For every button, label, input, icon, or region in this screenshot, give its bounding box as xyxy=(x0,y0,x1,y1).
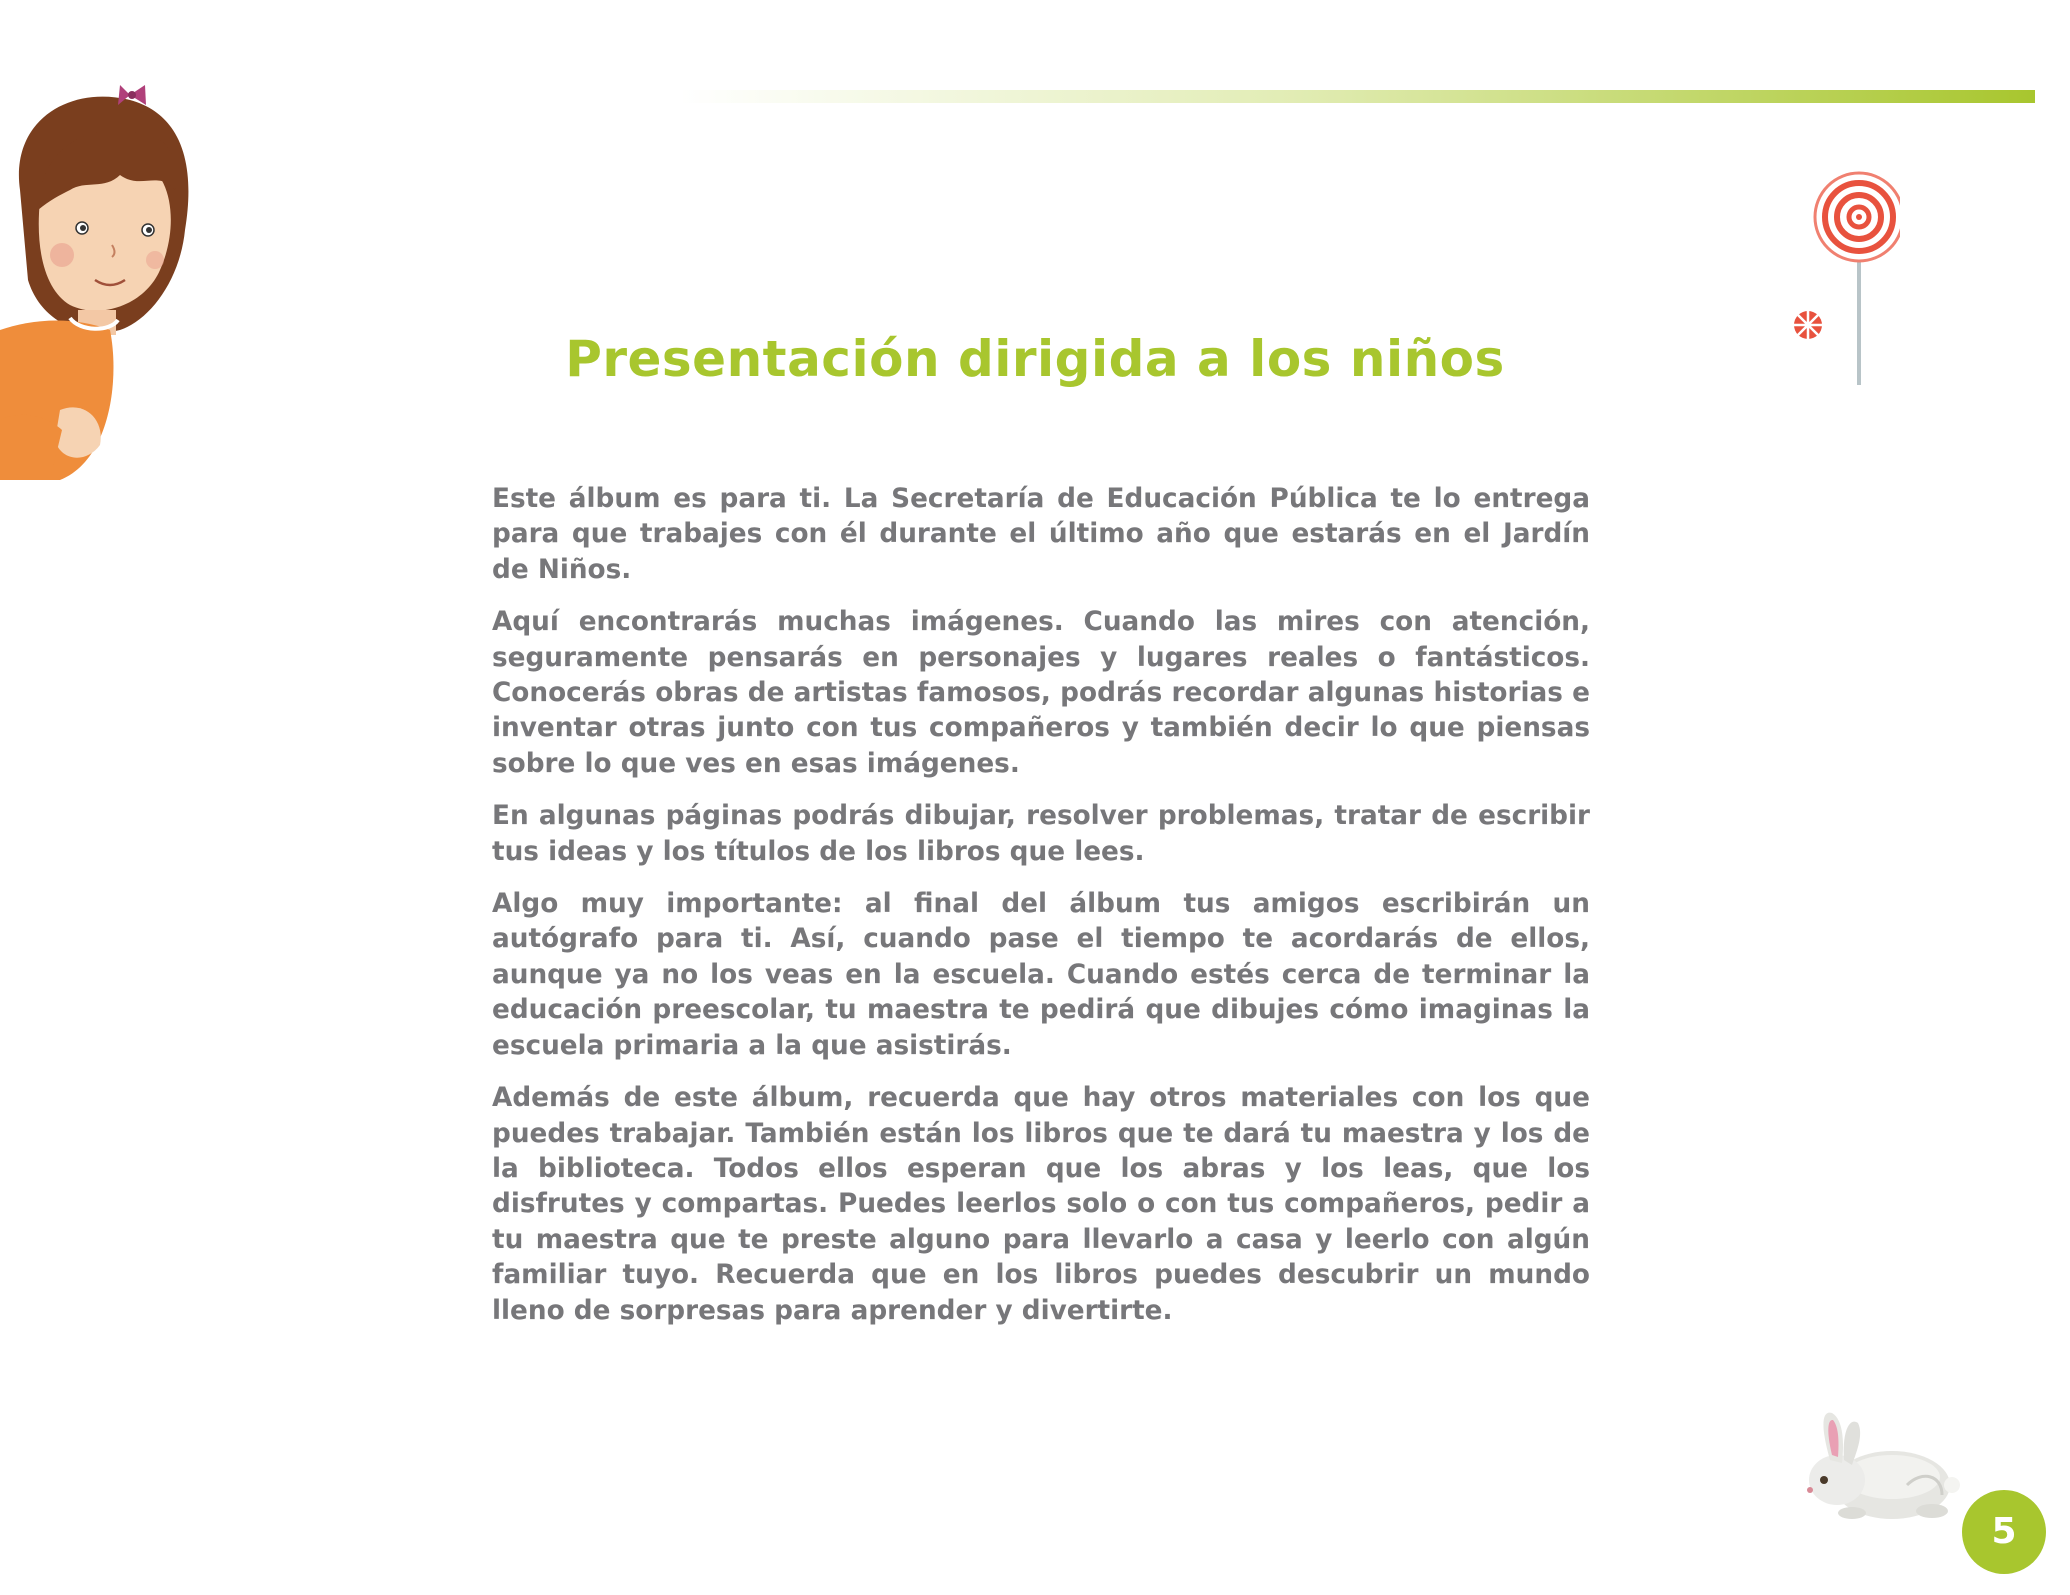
paragraph: Además de este álbum, recuerda que hay otros materiales con los que puedes trabajar. También están los libros que te dará tu maestra y los de la biblioteca. Todos ellos esperan que los abras y los leas, que los disfrutes y compartas. Puedes leerlos solo o con tus compañeros, pedir a tu maestra que te preste alguno para llevarlo a casa y leerlo con algún familiar tuyo. Recuerda que en los libros puedes descubrir un mundo lleno de sorpresas para aprender y divertirte. xyxy=(492,1083,1590,1326)
paragraph: Este álbum es para ti. La Secretaría de Educación Pública te lo entrega para que trabajes con él durante el último año que estarás en el Jardín de Niños. xyxy=(492,484,1590,585)
page-title: Presentación dirigida a los niños xyxy=(565,330,1505,388)
page-number: 5 xyxy=(1962,1490,2046,1574)
paragraph: Algo muy importante: al final del álbum tus amigos escribirán un autógrafo para ti. Así, cuando pase el tiempo te acordarás de ellos, aunque ya no los veas en la escuela. Cuando estés cerca de terminar la educación preescolar, tu maestra te pedirá que dibujes cómo imaginas la escuela primaria a la que asistirás. xyxy=(492,889,1590,1061)
paragraph: Aquí encontrarás muchas imágenes. Cuando las mires con atención, seguramente pensarás en personajes y lugares reales o fantásticos. Conocerás obras de artistas famosos, podrás recordar algunas historias e inventar otras junto con tus compañeros y también decir lo que piensas sobre lo que ves en esas imágenes. xyxy=(492,607,1590,779)
top-accent-bar xyxy=(680,90,2035,103)
body-text xyxy=(492,482,1590,1346)
girl-illustration xyxy=(0,80,200,480)
paragraph: En algunas páginas podrás dibujar, resolver problemas, tratar de escribir tus ideas y los títulos de los libros que lees. xyxy=(492,801,1590,867)
rabbit-illustration xyxy=(1792,1405,1962,1525)
